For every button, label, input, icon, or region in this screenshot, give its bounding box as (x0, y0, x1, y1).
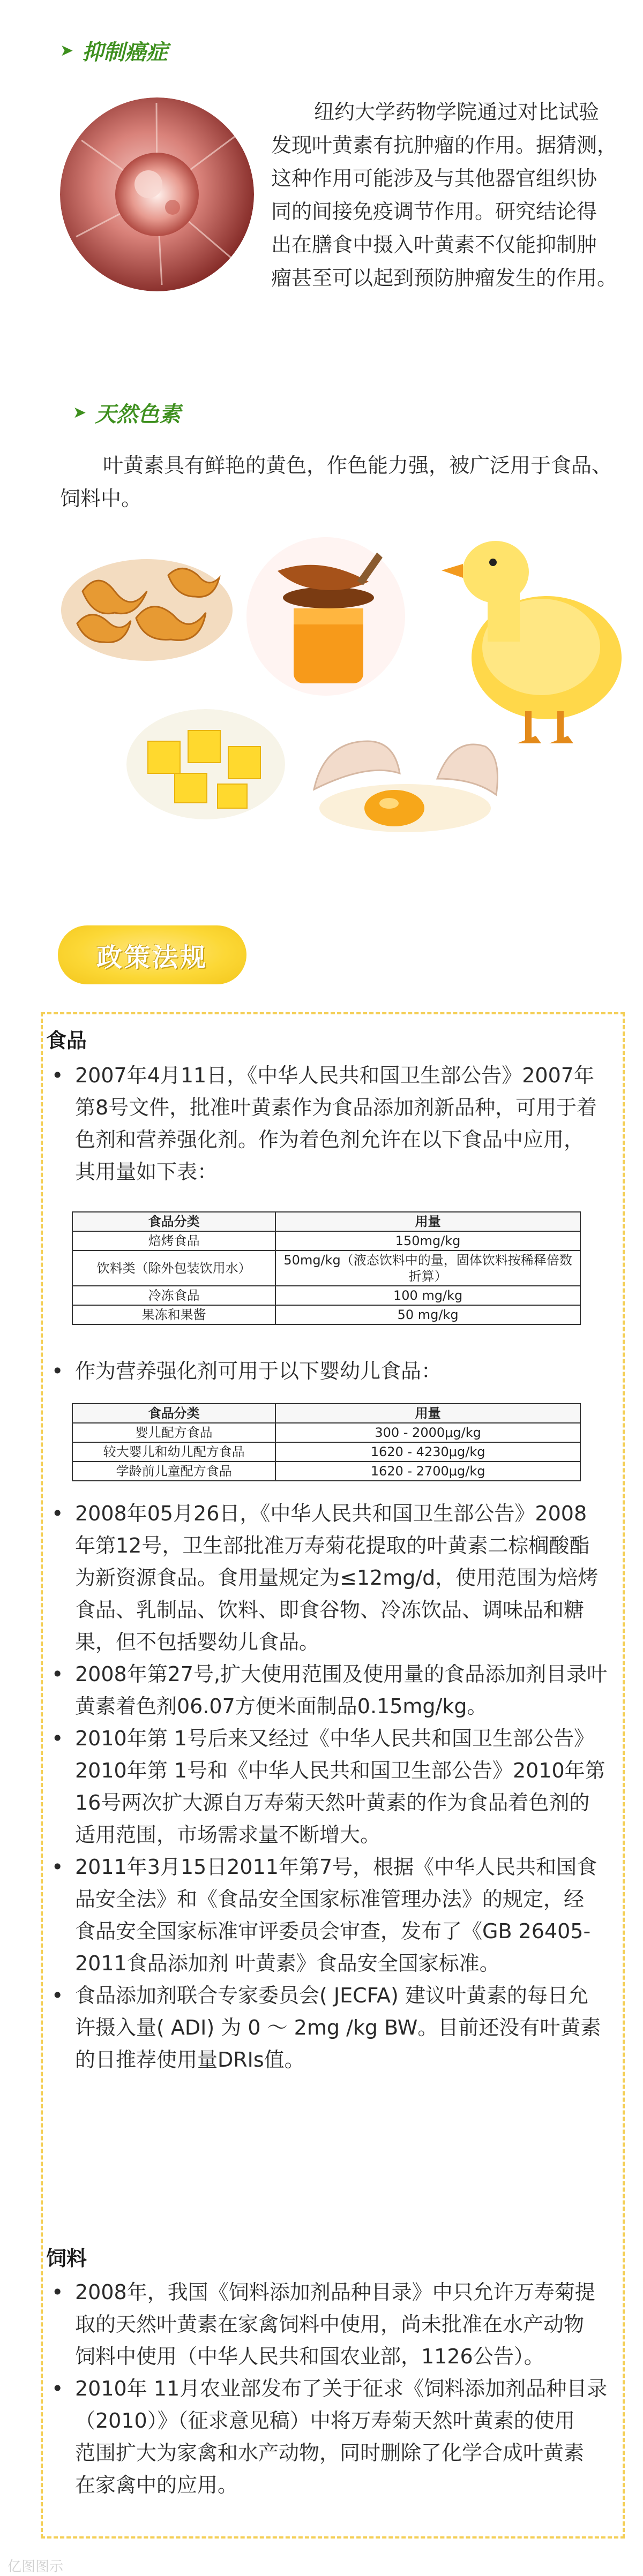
table-header: 用量 (275, 1212, 580, 1231)
table-cell: 婴儿配方食品 (72, 1423, 275, 1442)
table-cell: 1620 - 2700μg/kg (275, 1462, 580, 1481)
bullet-line: 食品、乳制品、饮料、即食谷物、冷冻饮品、调味品和糖 (75, 1598, 585, 1622)
bullet-line: • 2011年3月15日2011年第7号，根据《中华人民共和国食 (75, 1855, 597, 1879)
honey-jar-image (245, 533, 406, 699)
list-item (51, 1658, 614, 1722)
paragraph-line: 出在膳食中摄入叶黄素不仅能抑制肿 (271, 233, 597, 257)
bullet-line: 的日推荐使用量DRIs值。 (75, 2048, 305, 2072)
table-cell: 50mg/kg（液态饮料中的量，固体饮料按稀释倍数折算） (275, 1251, 580, 1286)
list-item (51, 2372, 614, 2501)
colorant-usage-table (72, 1211, 581, 1325)
table-header-row (72, 1404, 580, 1423)
pigment-paragraph (60, 449, 639, 515)
watermark: 亿图图示 (8, 2559, 64, 2575)
cookies-image (61, 554, 233, 661)
policy-badge-text: 政策法规 (96, 942, 208, 973)
feed-bullets (51, 2276, 614, 2501)
bullet-line: （2010）》（征求意见稿）中将万寿菊天然叶黄素的使用 (75, 2409, 575, 2432)
bullet-line: 色剂和营养强化剂。作为着色剂允许在以下食品中应用， (75, 1128, 585, 1151)
table-cell: 焙烤食品 (72, 1231, 275, 1251)
table-cell: 50 mg/kg (275, 1305, 580, 1324)
bullet-line: 果，但不包括婴幼儿食品。 (75, 1630, 320, 1654)
table-row (72, 1286, 580, 1305)
jelly-cubes-image (126, 709, 285, 819)
policy-badge (58, 925, 246, 984)
section-title-anticancer-text: 抑制癌症 (82, 40, 168, 65)
paragraph-line: 同的间接免疫调节作用。研究结论得 (271, 200, 597, 223)
feed-heading: 饲料 (46, 2247, 87, 2270)
paragraph-line: 纽约大学药物学院通过对比试验 (314, 100, 600, 124)
bullet-line: 品安全法》和《食品安全国家标准管理办法》的规定，经 (75, 1887, 585, 1911)
section-title-pigment (73, 397, 181, 428)
bullet-line: • 2008年05月26日，《中华人民共和国卫生部公告》2008 (75, 1502, 587, 1525)
list-item (51, 1722, 614, 1851)
bullet-line: 许摄入量( ADI) 为 0 ～ 2mg /kg BW。目前还没有叶黄素 (75, 2016, 601, 2039)
paragraph-line: 发现叶黄素有抗肿瘤的作用。据猜测， (271, 133, 618, 157)
table-row (72, 1462, 580, 1481)
bullet-line: 为新资源食品。食用量规定为≤12mg/d，使用范围为焙烤 (75, 1566, 599, 1590)
table-row (72, 1305, 580, 1324)
bullet-line: 其用量如下表： (75, 1160, 218, 1184)
bullet-line: 取的天然叶黄素在家禽饲料中使用，尚未批准在水产动物 (75, 2313, 585, 2336)
food-heading: 食品 (46, 1029, 87, 1052)
table-row (72, 1251, 580, 1286)
bullet-line: • 2008年，我国《饲料添加剂品种目录》中只允许万寿菊提 (75, 2280, 595, 2304)
list-item (51, 1355, 614, 1387)
bullet-line: 16号两次扩大源自万寿菊天然叶黄素的作为食品着色剂的 (75, 1791, 590, 1814)
table-row (72, 1442, 580, 1462)
food-bullet-2 (51, 1355, 614, 1387)
list-item (51, 1059, 614, 1188)
table-cell: 果冻和果酱 (72, 1305, 275, 1324)
egg-yolk-image (303, 714, 505, 841)
bullet-line: 第8号文件，批准叶黄素作为食品添加剂新品种，可用于着 (75, 1096, 597, 1119)
paragraph-line: 饲料中。 (60, 487, 142, 510)
food-bullets-rest (51, 1497, 614, 2076)
bullet-line: • 作为营养强化剂可用于以下婴幼儿食品： (75, 1359, 442, 1383)
infant-food-table (72, 1403, 581, 1481)
table-cell: 饮料类（除外包装饮用水） (72, 1251, 275, 1286)
paragraph-line: 叶黄素具有鲜艳的黄色，作色能力强，被广泛用于食品、 (103, 454, 612, 477)
bullet-line: 2010年第 1号和《中华人民共和国卫生部公告》2010年第 (75, 1759, 605, 1782)
bullet-line: 饲料中使用（中华人民共和国农业部，1126公告）。 (75, 2345, 544, 2368)
cancer-cell-image (60, 97, 254, 291)
table-row (72, 1423, 580, 1442)
table-header: 食品分类 (72, 1212, 275, 1231)
bullet-line: 黄素着色剂06.07方便米面制品0.15mg/kg。 (75, 1694, 488, 1718)
section-title-anticancer (60, 35, 168, 66)
list-item (51, 1497, 614, 1658)
bullet-line: 2011食品添加剂 叶黄素》食品安全国家标准。 (75, 1952, 500, 1975)
duckling-image (439, 513, 638, 749)
list-item (51, 1979, 614, 2076)
bullet-line: 食品安全国家标准审评委员会审查，发布了《GB 26405- (75, 1919, 591, 1943)
list-item (51, 2276, 614, 2372)
bullet-line: • 2010年第 1号后来又经过《中华人民共和国卫生部公告》 (75, 1727, 594, 1750)
table-cell: 学龄前儿童配方食品 (72, 1462, 275, 1481)
table-cell: 1620 - 4230μg/kg (275, 1442, 580, 1462)
arrow-right-icon: ➤ (60, 41, 74, 60)
bullet-line: 年第12号，卫生部批准万寿菊花提取的叶黄素二棕榈酸酯 (75, 1534, 590, 1557)
table-cell: 100 mg/kg (275, 1286, 580, 1305)
bullet-line: • 2010年 11月农业部发布了关于征求《饲料添加剂品种目录 (75, 2377, 608, 2400)
bullet-line: • 食品添加剂联合专家委员会( JECFA) 建议叶黄素的每日允 (75, 1984, 588, 2007)
bullet-line: 范围扩大为家禽和水产动物，同时删除了化学合成叶黄素 (75, 2441, 585, 2465)
table-header: 食品分类 (72, 1404, 275, 1423)
table-cell: 300 - 2000μg/kg (275, 1423, 580, 1442)
arrow-right-icon: ➤ (73, 403, 87, 422)
food-bullet-1 (51, 1059, 614, 1188)
bullet-line: • 2008年第27号,扩大使用范围及使用量的食品添加剂目录叶 (75, 1662, 608, 1686)
anticancer-paragraph (271, 95, 641, 295)
paragraph-line: 这种作用可能涉及与其他器官组织协 (271, 167, 597, 190)
paragraph-line: 瘤甚至可以起到预防肿瘤发生的作用。 (271, 266, 618, 290)
table-cell: 较大婴儿和幼儿配方食品 (72, 1442, 275, 1462)
list-item (51, 1851, 614, 1979)
table-header-row (72, 1212, 580, 1231)
bullet-line: 在家禽中的应用。 (75, 2473, 238, 2497)
table-cell: 150mg/kg (275, 1231, 580, 1251)
bullet-line: 适用范围，市场需求量不断增大。 (75, 1823, 381, 1847)
section-title-pigment-text: 天然色素 (95, 402, 181, 427)
table-header: 用量 (275, 1404, 580, 1423)
table-cell: 冷冻食品 (72, 1286, 275, 1305)
bullet-line: • 2007年4月11日，《中华人民共和国卫生部公告》2007年 (75, 1064, 594, 1087)
table-row (72, 1231, 580, 1251)
